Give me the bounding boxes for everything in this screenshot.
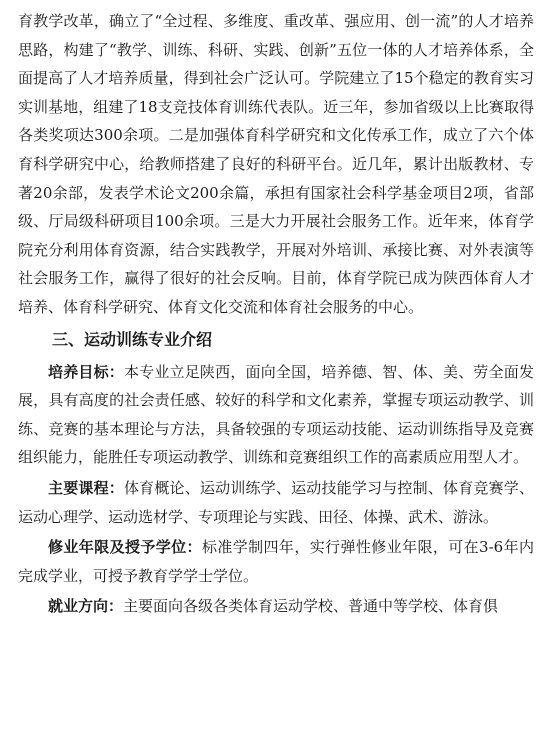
main-courses-paragraph — [18, 474, 534, 531]
study-duration-label: 修业年限及授予学位： — [48, 538, 202, 557]
study-duration-text: 标准学制四年，实行弹性修业年限，可在3-6年内完成学业，可授予教育学学士学位。 — [18, 538, 534, 585]
study-duration-paragraph — [18, 533, 534, 590]
training-goal-label: 培养目标： — [48, 362, 124, 381]
document-page — [18, 7, 534, 621]
main-courses-label: 主要课程： — [48, 478, 124, 497]
career-direction-label: 就业方向： — [48, 597, 124, 616]
training-goal-text: 本专业立足陕西，面向全国，培养德、智、体、美、劳全面发展，具有高度的社会责任感、较好的科学和文化素养，掌握专项运动教学、训练、竞赛的基本理论与方法，具备较强的专项运动技能、运动训练指导及竞赛组织能力，能胜任专项运动教学、训练和竞赛组织工作的高素质应用型人才。 — [18, 362, 534, 467]
career-direction-text: 主要面向各级各类体育运动学校、普通中等学校、体育俱 — [123, 597, 499, 616]
training-goal-paragraph — [18, 358, 534, 472]
main-courses-text: 体育概论、运动训练学、运动技能学习与控制、体育竞赛学、运动心理学、运动选材学、专项理论与实践、田径、体操、武术、游泳。 — [18, 478, 534, 526]
section-heading: 三、运动训练专业介绍 — [52, 329, 213, 349]
career-direction-paragraph — [18, 592, 534, 621]
intro-paragraph: 育教学改革，确立了“全过程、多维度、重改革、强应用、创一流”的人才培养思路，构建了“教学、训练、科研、实践、创新”五位一体的人才培养体系，全面提高了人才培养质量，得到社会广泛认可。学院建立了15个稳定的教育实习实训基地，组建了18支竞技体育训练代表队。近三年，参加省级以上比赛取得各类奖项达300余项。二是加强体育科学研究和文化传承工作，成立了六个体育科学研究中心，给教师搭建了良好的科研平台。近几年，累计出版教材、专著20余部，发表学术论文200余篇，承担有国家社会科学基金项目2项，省部级、厅局级科研项目100余项。三是大力开展社会服务工作。近年来，体育学院充分利用体育资源，结合实践教学，开展对外培训、承接比赛、对外表演等社会服务工作，赢得了很好的社会反响。目前，体育学院已成为陕西体育人才培养、体育科学研究、体育文化交流和体育社会服务的中心。 — [18, 12, 534, 316]
